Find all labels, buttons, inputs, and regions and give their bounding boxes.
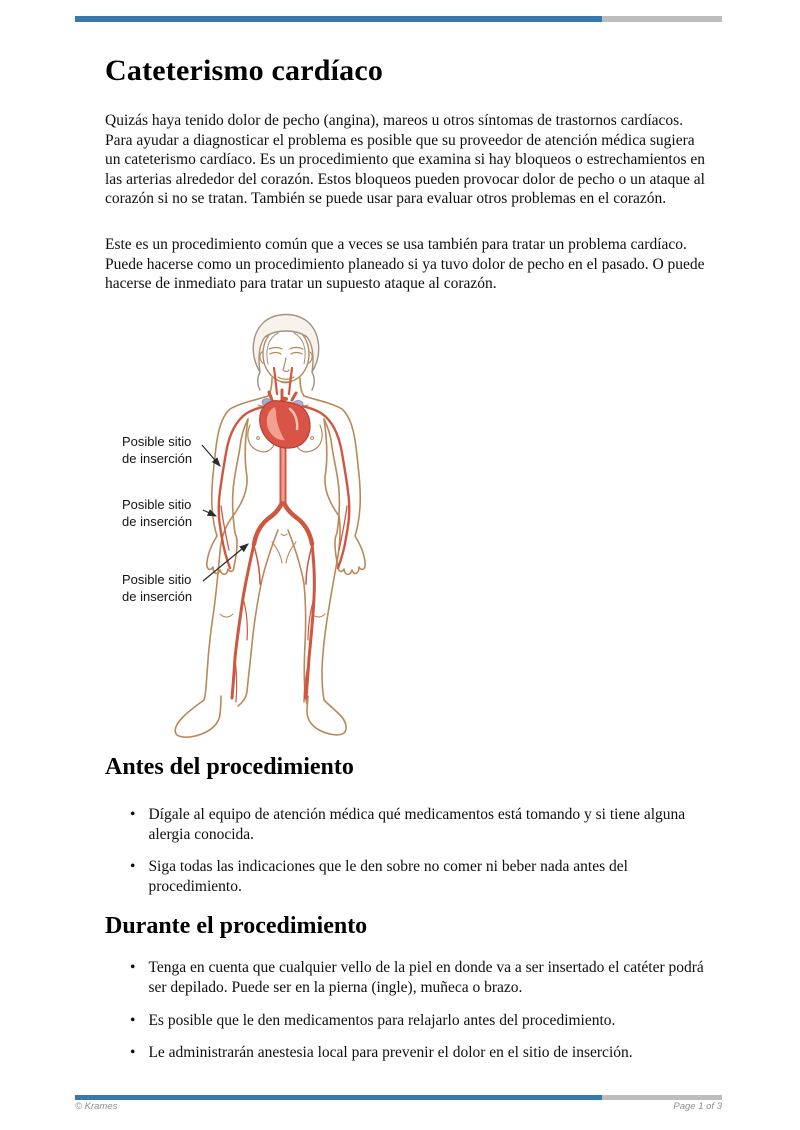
page-number: Page 1 of 3 [673,1101,722,1112]
footer-accent-bar [75,1095,722,1100]
header-bar-gray-segment [602,16,722,22]
insertion-site-label-groin: Posible sitio de inserción [122,572,193,604]
insertion-site-label-arm: Posible sitio de inserción [122,434,193,466]
header-bar-blue-segment [75,16,602,22]
bullet-text: • Dígale al equipo de atención médica qué medicamentos está tomando y si tiene alguna alergia conocida. [148,806,686,843]
bullet-item [105,958,705,997]
bullet-item [105,857,705,896]
label-leader-line-wrist [203,510,216,516]
header-accent-bar [75,16,722,22]
intro-paragraph-2: Este es un procedimiento común que a veces se usa también para tratar un problema cardíaco. Puede hacerse como un procedimiento planeado si ya tuvo dolor de pecho en el pasado. O puede hacerse de inmediato para tratar un supuesto ataque al corazón. [105,236,705,293]
section-heading-during: Durante el procedimiento [105,913,368,939]
insertion-site-label-wrist: Posible sitio de inserción [122,497,193,529]
bullet-item [105,805,705,844]
bullet-item [105,1043,705,1063]
copyright-text: © Krames [75,1101,118,1112]
footer [75,1101,722,1112]
label-leader-line-arm [202,445,220,466]
body-arteries-illustration [120,308,520,748]
bullet-text: • Siga todas las indicaciones que le den sobre no comer ni beber nada antes del procedimiento. [148,858,628,895]
bullet-text: • Le administrarán anestesia local para prevenir el dolor en el sitio de inserción. [148,1044,633,1061]
intro-paragraph-1: Quizás haya tenido dolor de pecho (angina), mareos u otros síntomas de trastornos cardíacos. Para ayudar a diagnosticar el problema es posible que su proveedor de atención médica sugiera un cateterismo cardíaco. Es un procedimiento que examina si hay bloqueos o estrechamientos en las arterias alrededor del corazón. Estos bloqueos pueden provocar dolor de pecho o un ataque al corazón si no se tratan. También se puede usar para evaluar otros problemas en el corazón. [105,112,705,208]
page-title: Cateterismo cardíaco [105,54,384,87]
footer-bar-blue-segment [75,1095,602,1100]
bullet-item [105,1011,705,1031]
bullet-text: • Es posible que le den medicamentos para relajarlo antes del procedimiento. [148,1012,616,1029]
footer-bar-gray-segment [602,1095,722,1100]
bullet-text: • Tenga en cuenta que cualquier vello de la piel en donde va a ser insertado el catéter podrá ser depilado. Puede ser en la pierna (ingle), muñeca o brazo. [148,959,704,996]
section-heading-before: Antes del procedimiento [105,754,354,780]
